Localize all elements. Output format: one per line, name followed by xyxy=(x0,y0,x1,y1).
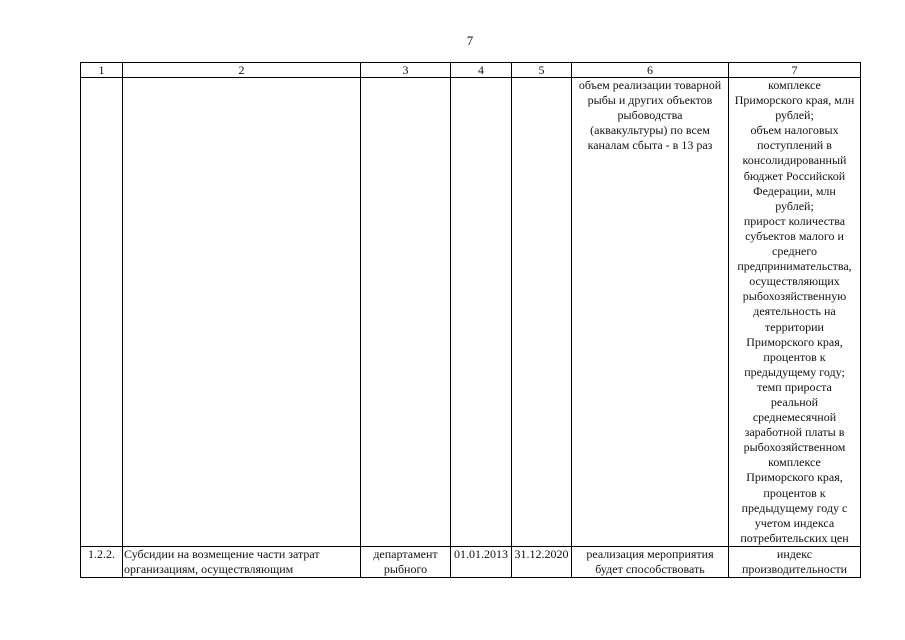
page-number: 7 xyxy=(466,33,474,48)
header-col-4: 4 xyxy=(451,63,512,78)
measures-table xyxy=(80,62,861,578)
row2-measure-name: Субсидии на возмещение части затрат организациям, осуществляющим xyxy=(123,546,361,577)
row1-expected-result: объем реализации товарной рыбы и других объектов рыбоводства (аквакультуры) по всем каналам сбыта - в 13 раз xyxy=(572,78,729,547)
header-col-1: 1 xyxy=(81,63,123,78)
table-header-row xyxy=(81,63,861,78)
row1-col-3 xyxy=(361,78,451,547)
row1-col-4 xyxy=(451,78,512,547)
header-col-7: 7 xyxy=(729,63,861,78)
header-col-3: 3 xyxy=(361,63,451,78)
header-col-2: 2 xyxy=(123,63,361,78)
header-col-6: 6 xyxy=(572,63,729,78)
row2-number: 1.2.2. xyxy=(81,546,123,577)
header-col-5: 5 xyxy=(512,63,572,78)
row2-executor: департамент рыбного xyxy=(361,546,451,577)
row1-col-2 xyxy=(123,78,361,547)
row2-indicator: индекс производительности xyxy=(729,546,861,577)
row2-start-date: 01.01.2013 xyxy=(451,546,512,577)
row1-indicators: комплексе Приморского края, млн рублей; объем налоговых поступлений в консолидированный бюджет Российской Федерации, млн рублей; прирост количества субъектов малого и среднего предпринимательства, осуществляющих рыбохозяйственную деятельность на территории Приморского края, процентов к предыдущему году; темп прироста реальной среднемесячной заработной платы в рыбохозяйственном комплексе Приморского края, процентов к предыдущему году с учетом индекса потребительских цен xyxy=(729,78,861,547)
table-row xyxy=(81,78,861,547)
row2-expected-result: реализация мероприятия будет способствовать xyxy=(572,546,729,577)
row1-col-5 xyxy=(512,78,572,547)
table-row xyxy=(81,546,861,577)
row2-end-date: 31.12.2020 xyxy=(512,546,572,577)
row1-col-1 xyxy=(81,78,123,547)
